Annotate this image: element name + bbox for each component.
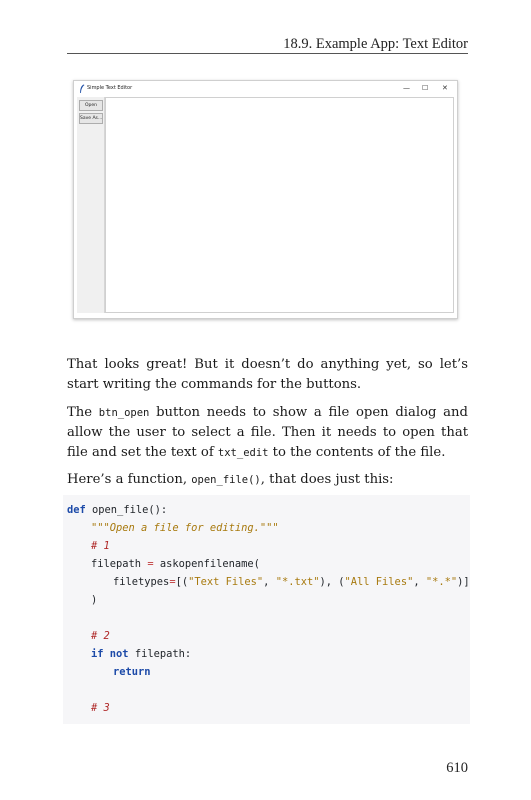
code-line: return: [113, 666, 151, 678]
window-title: Simple Text Editor: [87, 85, 133, 91]
inline-code: btn_open: [98, 407, 150, 419]
code-line: # 2: [91, 630, 110, 642]
running-header: 18.9. Example App: Text Editor: [283, 36, 468, 52]
paragraph-text: button needs to show a file open dialog and allow the user to select a file. Then it needs to open that file and set the text of: [67, 405, 468, 460]
save-as-button[interactable]: Save As...: [79, 113, 103, 124]
code-line: # 3: [91, 702, 110, 714]
open-button[interactable]: Open: [79, 100, 103, 111]
minimize-icon[interactable]: —: [403, 84, 410, 92]
code-line: def open_file():: [67, 504, 168, 516]
app-window-screenshot: [73, 80, 458, 319]
paragraph-text: That looks great! But it doesn’t do anything yet, so let’s start writing the commands for the buttons.: [67, 357, 468, 392]
code-line: """Open a file for editing.""": [91, 522, 279, 534]
header-rule: [67, 53, 468, 54]
feather-icon: [79, 84, 85, 94]
paragraph-function-intro: [67, 470, 468, 490]
code-line: if not filepath:: [91, 648, 192, 660]
maximize-icon[interactable]: ☐: [422, 84, 429, 92]
code-line: # 1: [91, 540, 110, 552]
paragraph-text: , that does just this:: [260, 472, 394, 487]
page-number: 610: [446, 760, 468, 776]
code-line: filetypes=[("Text Files", "*.txt"), ("All Files", "*.*")]: [113, 576, 470, 588]
text-edit-area[interactable]: [105, 97, 454, 313]
code-line: filepath = askopenfilename(: [91, 558, 260, 570]
window-titlebar: [74, 81, 457, 97]
paragraph-text: Here’s a function,: [67, 472, 192, 487]
inline-code: open_file(): [191, 474, 261, 486]
button-frame: [77, 97, 105, 313]
code-line: ): [91, 594, 98, 606]
inline-code: txt_edit: [217, 447, 269, 459]
close-icon[interactable]: ✕: [442, 84, 448, 92]
code-block: [63, 495, 470, 724]
paragraph-intro: [67, 355, 468, 395]
paragraph-text: The: [67, 405, 99, 420]
paragraph-btn-open: [67, 403, 468, 463]
paragraph-text: to the contents of the file.: [268, 445, 446, 460]
